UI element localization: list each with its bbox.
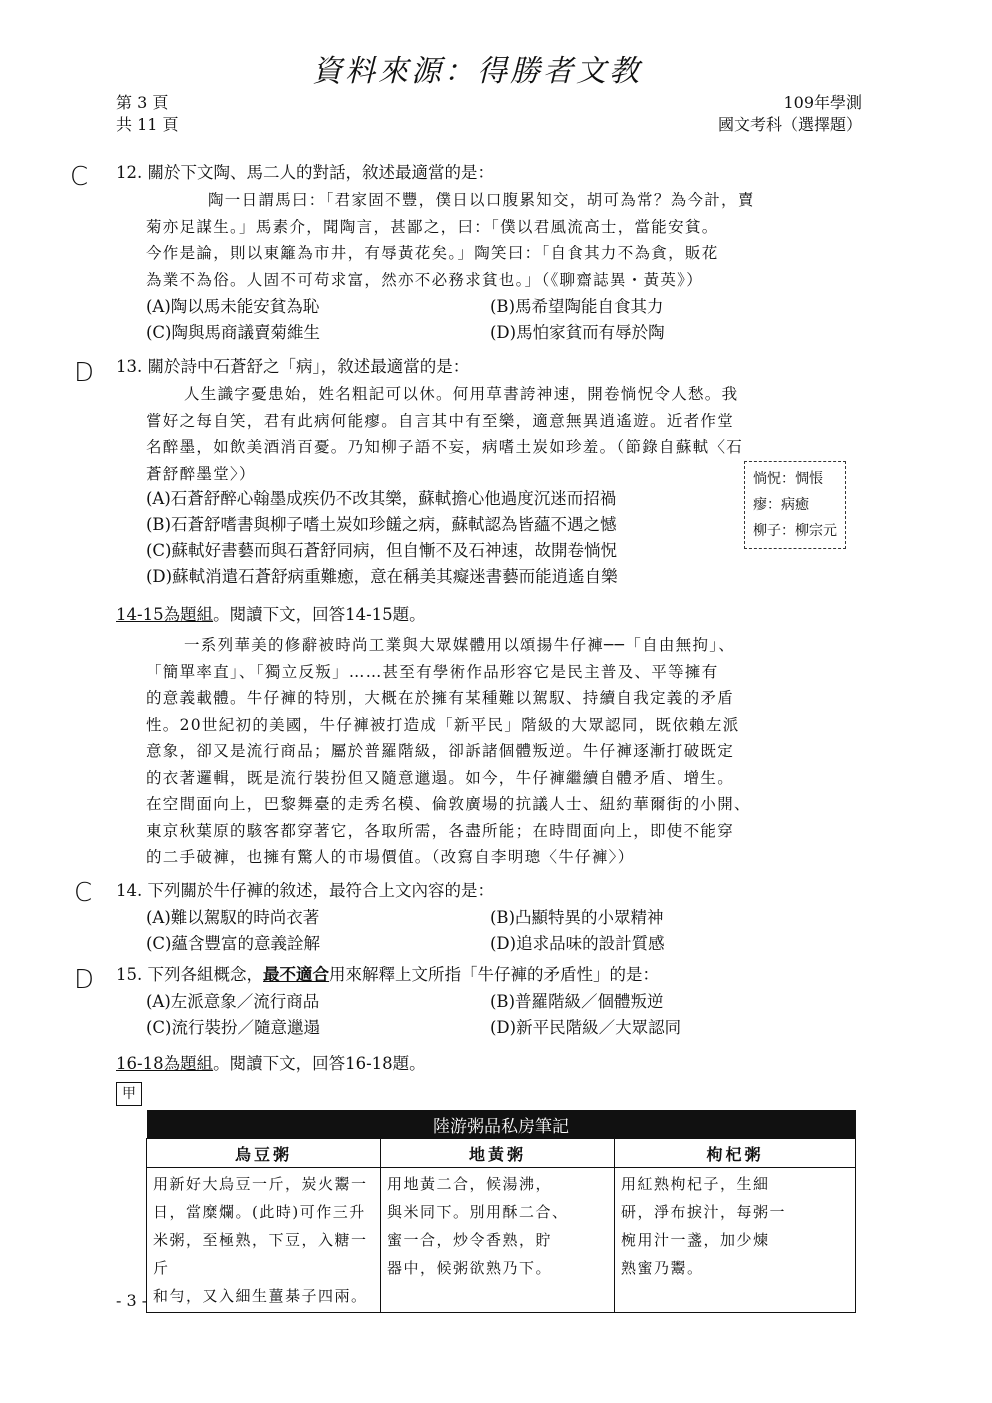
- option-15-c[interactable]: (C)流行裝扮／隨意邋遢: [146, 1018, 320, 1037]
- passage-line: 的意義載體。牛仔褲的特別，大概在於擁有某種難以駕馭、持續自我定義的矛盾: [146, 689, 735, 707]
- stem-emphasis: 最不適合: [263, 965, 329, 984]
- gloss-item: 惝怳：惆悵: [753, 471, 823, 487]
- question-12-stem: 12. 關於下文陶、馬二人的對話，敘述最適當的是：: [116, 163, 494, 182]
- passage-line: 「簡單率直」、「獨立反叛」……甚至有學術作品形容它是民主普及、平等擁有: [146, 662, 719, 681]
- gloss-item: 瘳：病癒: [753, 497, 809, 513]
- page-total: 共 11 頁: [116, 115, 179, 134]
- group-16-18-heading: [116, 1051, 426, 1077]
- handwritten-answer-15: D: [74, 965, 95, 995]
- option-14-c[interactable]: (C)蘊含豐富的意義詮解: [146, 934, 320, 953]
- cell-line: 日，當糜爛。(此時)可作三升: [153, 1203, 366, 1221]
- passage-line: 人生識字憂患始，姓名粗記可以休。何用草書誇神速，開卷惝怳令人愁。我: [184, 385, 739, 403]
- option-13-c[interactable]: (C)蘇軾好書藝而與石蒼舒同病，但自慚不及石神速，故開卷惝怳: [146, 541, 617, 560]
- cell-line: 蜜一合，炒令香熟，貯: [386, 1231, 552, 1249]
- recipe-cell: [147, 1168, 381, 1313]
- passage-line: 東京秋葉原的駭客都穿著它，各取所需，各盡所能；在時間面向上，即使不能穿: [146, 821, 735, 840]
- recipe-cell: [380, 1168, 614, 1313]
- group-14-15-heading: [116, 602, 426, 628]
- source-note-handwritten: 資料來源：得勝者文教: [312, 54, 642, 89]
- gloss-item: 柳子：柳宗元: [753, 523, 837, 539]
- option-14-d[interactable]: (D)追求品味的設計質感: [490, 934, 665, 953]
- question-15-stem: [116, 962, 659, 988]
- option-12-b[interactable]: (B)馬希望陶能自食其力: [490, 297, 664, 316]
- option-14-a[interactable]: (A)難以駕馭的時尚衣著: [146, 908, 320, 927]
- group-instruction: 。閱讀下文，回答16-18題。: [213, 1054, 426, 1073]
- gloss-box: [744, 461, 846, 549]
- passage-line: 今作是論，則以東籬為市井，有辱黃花矣。」陶笑曰：「自食其力不為貪，販花: [146, 244, 719, 262]
- option-12-c[interactable]: (C)陶與馬商議賣菊維生: [146, 323, 320, 342]
- option-13-b[interactable]: (B)石蒼舒嗜書與柳子嗜土炭如珍饈之病，蘇軾認為皆蘊不遇之憾: [146, 515, 617, 534]
- column-header: 枸杞粥: [614, 1139, 855, 1168]
- cell-line: 研，淨布捩汁，每粥一: [620, 1203, 786, 1221]
- passage-line: 嘗好之每自笑，君有此病何能瘳。自言其中有至樂，適意無異逍遙遊。近者作堂: [146, 411, 735, 430]
- option-15-a[interactable]: (A)左派意象／流行商品: [146, 992, 320, 1011]
- section-label-box: 甲: [116, 1082, 142, 1106]
- stem-text: 用來解釋上文所指「牛仔褲的矛盾性」的是：: [329, 965, 659, 984]
- group-label: 14-15為題組: [116, 605, 214, 624]
- exam-year: 109年學測: [783, 93, 862, 112]
- column-header: 地黃粥: [380, 1139, 614, 1168]
- passage-line: 在空間面向上，巴黎舞臺的走秀名模、倫敦廣場的抗議人士、紐約華爾街的小開、: [146, 795, 751, 813]
- passage-line: 的二手破褲，也擁有驚人的市場價值。（改寫自李明璁〈牛仔褲〉）: [146, 848, 635, 866]
- option-13-d[interactable]: (D)蘇軾消遣石蒼舒病重難癒，意在稱美其癡迷書藝而能逍遙自樂: [146, 567, 618, 586]
- page-number: 第 3 頁: [116, 93, 169, 112]
- passage-line: 性。20世紀初的美國，牛仔褲被打造成「新平民」階級的大眾認同，既依賴左派: [146, 715, 740, 734]
- question-14-stem: 14. 下列關於牛仔褲的敘述，最符合上文內容的是：: [116, 881, 494, 900]
- question-12-passage: [146, 187, 755, 293]
- stem-text: 15. 下列各組概念，: [116, 965, 263, 984]
- recipe-cell: [614, 1168, 855, 1313]
- column-header: 烏豆粥: [147, 1139, 381, 1168]
- handwritten-answer-12: C: [70, 162, 89, 192]
- passage-line: 名醉墨，如飲美酒消百憂。乃知柳子語不妄，病嗜土炭如珍羞。（節錄自蘇軾〈石: [146, 438, 744, 456]
- question-13-options: [146, 486, 618, 590]
- cell-line: 與米同下。別用酥二合、: [386, 1203, 569, 1221]
- cell-line: 熟蜜乃鬻。: [620, 1259, 704, 1277]
- option-12-d[interactable]: (D)馬怕家貧而有辱於陶: [490, 323, 665, 342]
- passage-line: 的衣著邏輯，既是流行裝扮但又隨意邋遢。如今，牛仔褲繼續自體矛盾、增生。: [146, 768, 735, 787]
- cell-line: 器中，候粥欲熟乃下。: [386, 1259, 552, 1277]
- cell-line: 米粥，至極熟，下豆，入糖一斤: [153, 1231, 368, 1277]
- exam-subject: 國文考科（選擇題）: [717, 115, 862, 134]
- group-label: 16-18為題組: [116, 1054, 214, 1073]
- cell-line: 用地黃二合，候湯沸，: [386, 1175, 552, 1193]
- cell-line: 椀用汁一盞，加少煉: [620, 1231, 770, 1249]
- passage-line: 意象，卻又是流行商品；屬於普羅階級，卻訴諸個體叛逆。牛仔褲逐漸打破既定: [146, 742, 735, 760]
- handwritten-answer-13: D: [74, 358, 95, 388]
- option-14-b[interactable]: (B)凸顯特異的小眾精神: [490, 908, 664, 927]
- jeans-passage: [146, 632, 751, 871]
- passage-line: 蒼舒醉墨堂〉）: [146, 464, 256, 483]
- passage-line: 菊亦足謀生。」馬素介，聞陶言，甚鄙之，曰：「僕以君風流高士，當能安貧。: [146, 217, 719, 236]
- cell-line: 和勻，又入細生薑棊子四兩。: [153, 1287, 368, 1305]
- option-12-a[interactable]: (A)陶以馬未能安貧為恥: [146, 297, 320, 316]
- recipe-table: [146, 1110, 856, 1313]
- cell-line: 用新好大烏豆一斤，炭火鬻一: [153, 1175, 368, 1193]
- option-15-b[interactable]: (B)普羅階級／個體叛逆: [490, 992, 664, 1011]
- passage-line: 為業不為俗。人固不可苟求富，然亦不必務求貧也。」（《聊齋誌異・黃英》）: [146, 270, 704, 289]
- passage-line: 一系列華美的修辭被時尚工業與大眾媒體用以頌揚牛仔褲──「自由無拘」、: [184, 636, 736, 654]
- question-13-passage: [146, 381, 743, 487]
- option-15-d[interactable]: (D)新平民階級／大眾認同: [490, 1018, 682, 1037]
- cell-line: 用紅熟枸杞子，生細: [620, 1175, 770, 1193]
- page-footer-marker: - 3 -: [116, 1291, 148, 1310]
- table-title: 陸游粥品私房筆記: [147, 1110, 856, 1139]
- option-13-a[interactable]: (A)石蒼舒醉心翰墨成疾仍不改其樂，蘇軾擔心他過度沉迷而招禍: [146, 489, 617, 508]
- question-13-stem: 13. 關於詩中石蒼舒之「病」，敘述最適當的是：: [116, 357, 470, 376]
- group-instruction: 。閱讀下文，回答14-15題。: [213, 605, 426, 624]
- passage-line: 陶一日謂馬曰：「君家固不豐，僕日以口腹累知交，胡可為常？為今計，賣: [208, 191, 755, 209]
- handwritten-answer-14: C: [74, 878, 93, 908]
